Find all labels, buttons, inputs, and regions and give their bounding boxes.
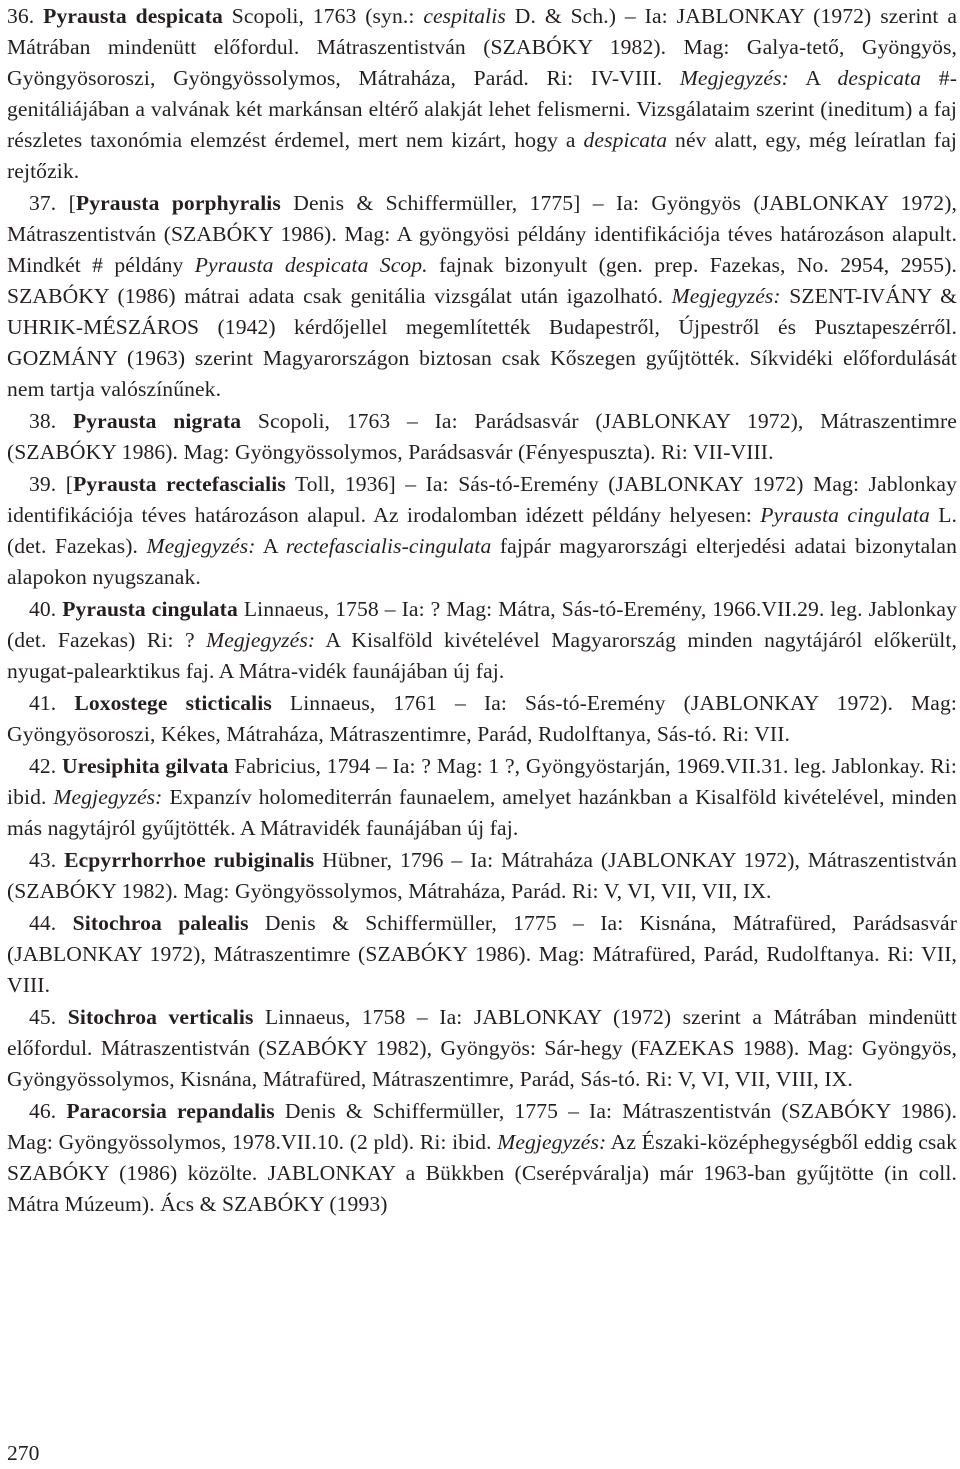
species-entry <box>7 687 957 750</box>
species-entry <box>7 0 957 187</box>
entry-text: 45. <box>29 1005 68 1029</box>
species-name: Pyrausta porphyralis <box>75 191 281 215</box>
entry-text: Linnaeus, 1758 – Ia: ? Mag: Mátra, Sás-tó-Eremény, 1966.VII.29. leg. Jablonkay (det. Fazekas) Ri: ? <box>7 597 957 652</box>
entry-text: Denis & Schiffermüller, 1775 – Ia: Mátraszentistván (SZABÓKY 1986). Mag: Gyöngyössolymos, 1978.VII.10. (2 pld). Ri: ibid. <box>7 1099 958 1154</box>
entry-text: A Kisalföld kivételével Magyarország minden nagytájáról előkerült, nyugat-palearktikus faj. A Mátra-vidék faunájában új faj. <box>7 628 957 683</box>
species-name: Paracorsia repandalis <box>66 1099 275 1123</box>
entry-text: Hübner, 1796 – Ia: Mátraháza (JABLONKAY 1972), Mátraszentistván (SZABÓKY 1982). Mag: Gyöngyössolymos, Mátraháza, Parád. Ri: V, VI, VII, VII, IX. <box>7 848 957 903</box>
species-entry <box>7 750 957 844</box>
italic-text: Megjegyzés: <box>679 66 789 90</box>
species-name: Pyrausta rectefascialis <box>73 472 286 496</box>
entry-text: Fabricius, 1794 – Ia: ? Mag: 1 ?, Gyöngyöstarján, 1969.VII.31. leg. Jablonkay. Ri: ibid. <box>7 754 958 809</box>
species-entry <box>7 405 957 468</box>
entry-text: Expanzív holomediterrán faunaelem, amelyet hazánkban a Kisalföld kivételével, minden más nagytájról gyűjtötték. A Mátravidék faunájában új faj. <box>7 785 957 840</box>
entry-text: fajnak bizonyult (gen. prep. Fazekas, No. 2954, 2955). SZABÓKY (1986) mátrai adata csak genitália vizsgálat után igazolható. <box>7 253 957 308</box>
species-entry <box>7 1001 957 1095</box>
italic-text: Megjegyzés: <box>53 785 163 809</box>
species-entry <box>7 187 957 405</box>
entry-text: L. (det. Fazekas). <box>7 503 957 558</box>
italic-text: Pyrausta despicata Scop. <box>194 253 428 277</box>
species-entry <box>7 1095 957 1220</box>
italic-text: rectefascialis-cingulata <box>285 534 492 558</box>
entry-text: 43. <box>29 848 65 872</box>
species-entry <box>7 907 957 1001</box>
italic-text: Megjegyzés: <box>671 284 781 308</box>
entry-text: D. & Sch.) – Ia: JABLONKAY (1972) szerint a Mátrában mindenütt előfordul. Mátraszentistván (SZABÓKY 1982). Mag: Galya-tető, Gyöngyös, Gyöngyösoroszi, Gyöngyössolymos, Mátraháza, Parád. Ri: IV-VIII. <box>7 4 958 90</box>
italic-text: Megjegyzés: <box>497 1130 607 1154</box>
italic-text: despicata <box>583 128 668 152</box>
species-entry <box>7 468 957 593</box>
entry-text: A <box>788 66 838 90</box>
species-name: Pyrausta nigrata <box>73 409 242 433</box>
italic-text: Megjegyzés: <box>206 628 316 652</box>
species-name: Uresiphita gilvata <box>61 754 229 778</box>
entry-text: Toll, 1936] – Ia: Sás-tó-Eremény (JABLONKAY 1972) Mag: Jablonkay identifikációja téves határozáson alapul. Az irodalomban idézett példány helyesen: <box>7 472 957 527</box>
entry-text: Linnaeus, 1758 – Ia: JABLONKAY (1972) szerint a Mátrában mindenütt előfordul. Mátraszentistván (SZABÓKY 1982), Gyöngyös: Sár-hegy (FAZEKAS 1988). Mag: Gyöngyös, Gyöngyössolymos, Kisnána, Mátrafüred, Mátraszentimre, Parád, Sás-tó. Ri: V, VI, VII, VIII, IX. <box>7 1005 957 1091</box>
entry-text: SZENT-IVÁNY & UHRIK-MÉSZÁROS (1942) kérdőjellel megemlítették Budapestről, Újpestről és Pusztapeszérről. GOZMÁNY (1963) szerint Magyarországon biztosan csak Kőszegen gyűjtötték. Síkvidéki előfordulását nem tartja valószínűnek. <box>7 284 957 401</box>
entry-text: Linnaeus, 1761 – Ia: Sás-tó-Eremény (JABLONKAY 1972). Mag: Gyöngyösoroszi, Kékes, Mátraháza, Mátraszentimre, Parád, Rudolftanya, Sás-tó. Ri: VII. <box>7 691 957 746</box>
entry-text: 39. [ <box>29 472 74 496</box>
entry-text: 36. <box>7 4 44 28</box>
entry-text: 37. [ <box>29 191 76 215</box>
species-name: Pyrausta despicata <box>43 4 223 28</box>
entry-text: 46. <box>29 1099 67 1123</box>
entry-text: Az Északi-középhegységből eddig csak SZABÓKY (1986) közölte. JABLONKAY a Bükkben (Cserépváralja) már 1963-ban gyűjtötte (in coll. Mátra Múzeum). Ács & SZABÓKY (1993) <box>7 1130 957 1216</box>
page-number: 270 <box>7 1441 40 1465</box>
species-name: Ecpyrrhorrhoe rubiginalis <box>64 848 315 872</box>
document-page <box>7 0 957 1220</box>
species-entry <box>7 844 957 907</box>
entry-text: Scopoli, 1763 – Ia: Parádsasvár (JABLONKAY 1972), Mátraszentimre (SZABÓKY 1986). Mag: Gyöngyössolymos, Parádsasvár (Fényespuszta). Ri: VII-VIII. <box>7 409 957 464</box>
entry-text: Denis & Schiffermüller, 1775] – Ia: Gyöngyös (JABLONKAY 1972), Mátraszentistván (SZABÓKY 1986). Mag: A gyöngyösi példány identifikációja téves határozáson alapult. Mindkét # példány <box>7 191 957 277</box>
entry-text: 44. <box>29 911 73 935</box>
entry-text: 41. <box>29 691 75 715</box>
species-name: Loxostege sticticalis <box>74 691 272 715</box>
entry-text: Denis & Schiffermüller, 1775 – Ia: Kisnána, Mátrafüred, Parádsasvár (JABLONKAY 1972), Mátraszentimre (SZABÓKY 1986). Mag: Mátrafüred, Parád, Rudolftanya. Ri: VII, VIII. <box>7 911 958 997</box>
entry-text: Scopoli, 1763 (syn.: <box>222 4 424 28</box>
entry-text: #-genitáliájában a valvának két markánsan eltérő alakját lehet felismerni. Vizsgálataim szerint (ineditum) a faj részletes taxonómia elemzést érdemel, mert nem kizárt, hogy a <box>7 66 957 152</box>
entry-text: fajpár magyarországi elterjedési adatai bizonytalan alapokon nyugszanak. <box>7 534 957 589</box>
italic-text: Pyrausta cingulata <box>760 503 930 527</box>
entry-text: név alatt, egy, még leíratlan faj rejtőzik. <box>7 128 957 183</box>
species-entry <box>7 593 957 687</box>
species-name: Sitochroa palealis <box>72 911 249 935</box>
species-name: Sitochroa verticalis <box>67 1005 254 1029</box>
italic-text: Megjegyzés: <box>146 534 256 558</box>
species-name: Pyrausta cingulata <box>62 597 238 621</box>
entry-text: A <box>255 534 286 558</box>
entry-text: 40. <box>29 597 63 621</box>
italic-text: despicata <box>837 66 922 90</box>
italic-text: cespitalis <box>423 4 506 28</box>
entry-text: 42. <box>29 754 62 778</box>
entry-text: 38. <box>29 409 73 433</box>
